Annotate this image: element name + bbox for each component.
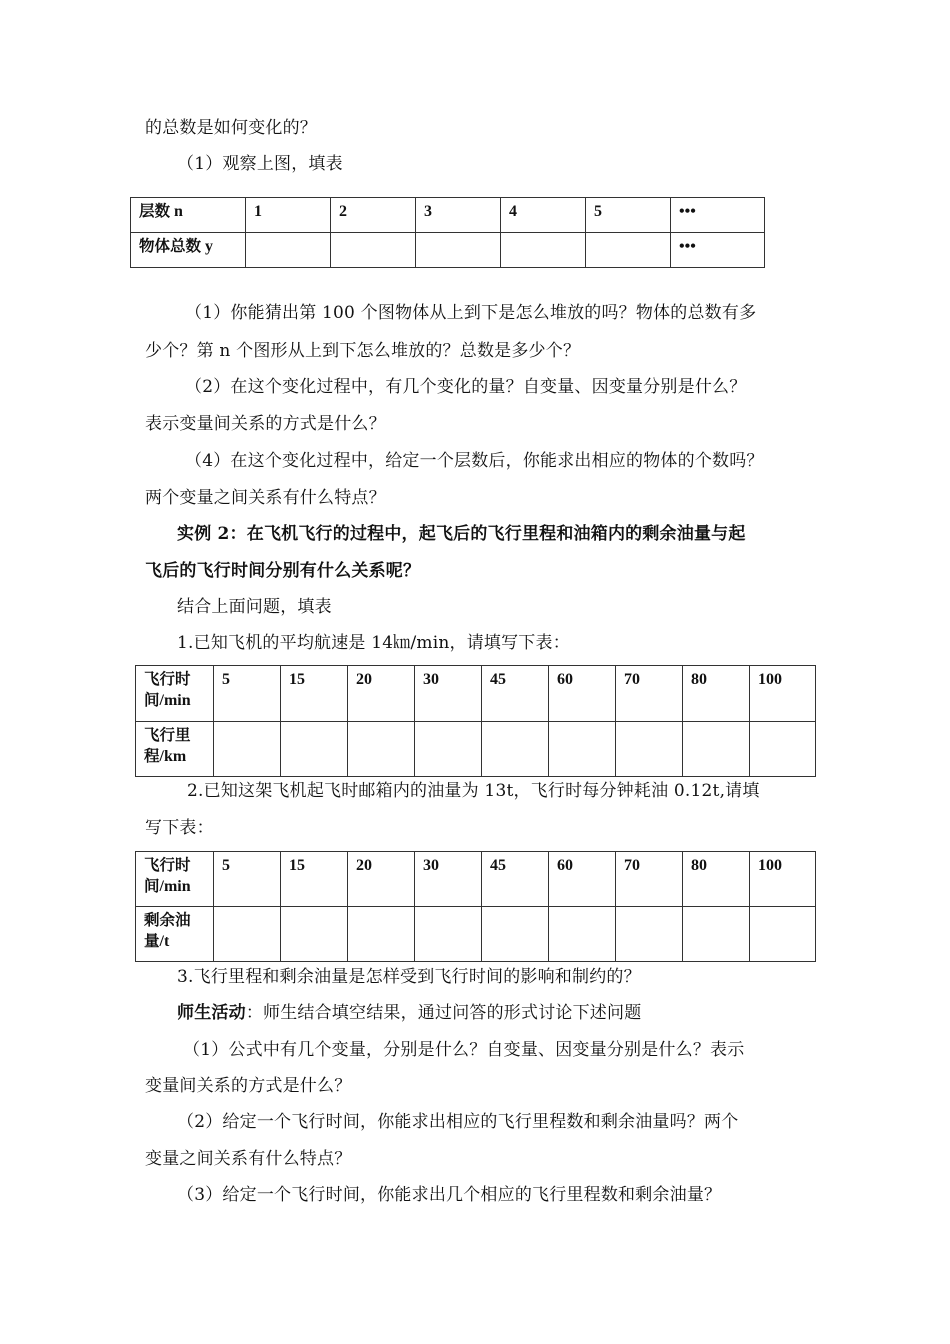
table-cell: 30 <box>415 852 482 907</box>
table-cell: 30 <box>415 666 482 722</box>
table-cell: 60 <box>549 852 616 907</box>
table-cell-input[interactable] <box>416 233 501 268</box>
activity-label: 师生活动 <box>177 1003 246 1023</box>
table-cell: ••• <box>671 233 765 268</box>
table-row <box>131 198 765 233</box>
table-cell: 70 <box>616 852 683 907</box>
question-1-line-1: （1）你能猜出第 100 个图物体从上到下是怎么堆放的吗？物体的总数有多 <box>185 303 757 323</box>
table-cell-input[interactable] <box>415 722 482 777</box>
table-cell-input[interactable] <box>348 907 415 962</box>
table-row <box>136 722 816 777</box>
fuel-table <box>135 851 816 962</box>
question-4-line-2: 两个变量之间关系有什么特点？ <box>145 488 386 508</box>
table-cell-input[interactable] <box>683 907 750 962</box>
table-cell: 100 <box>750 852 816 907</box>
discussion-3: （3）给定一个飞行时间，你能求出几个相应的飞行里程数和剩余油量？ <box>177 1185 722 1205</box>
table-cell: 60 <box>549 666 616 722</box>
table-cell-input[interactable] <box>683 722 750 777</box>
example-2-heading-line-2: 飞后的飞行时间分别有什么关系呢？ <box>145 561 421 581</box>
table-cell-input[interactable] <box>331 233 416 268</box>
table-cell: 45 <box>482 852 549 907</box>
table-cell-input[interactable] <box>750 722 816 777</box>
discussion-1-line-1: （1）公式中有几个变量，分别是什么？自变量、因变量分别是什么？表示 <box>183 1040 745 1060</box>
table-row <box>131 233 765 268</box>
table-cell: 20 <box>348 666 415 722</box>
paragraph-intro: 的总数是如何变化的？ <box>145 118 317 138</box>
question-2-line-2: 表示变量间关系的方式是什么？ <box>145 414 386 434</box>
question-3: 3.飞行里程和剩余油量是怎样受到飞行时间的影响和制约的？ <box>177 967 641 987</box>
table-cell-input[interactable] <box>281 907 348 962</box>
table-cell: 15 <box>281 666 348 722</box>
discussion-2-line-1: （2）给定一个飞行时间，你能求出相应的飞行里程数和剩余油量吗？两个 <box>177 1112 739 1132</box>
table-2-intro-line-1: 2.已知这架飞机起飞时邮箱内的油量为 13t，飞行时每分钟耗油 0.12t,请填 <box>187 781 760 801</box>
row-header-flight-distance: 飞行里 程/km <box>136 722 214 777</box>
table-cell: 5 <box>214 852 281 907</box>
table-cell: 1 <box>246 198 331 233</box>
row-header-total: 物体总数 y <box>131 233 246 268</box>
table-cell-input[interactable] <box>549 722 616 777</box>
table-cell-input[interactable] <box>281 722 348 777</box>
discussion-2-line-2: 变量之间关系有什么特点？ <box>145 1149 352 1169</box>
row-header-flight-time: 飞行时 间/min <box>136 852 214 907</box>
table-cell: 4 <box>501 198 586 233</box>
table-cell-input[interactable] <box>750 907 816 962</box>
table-cell-input[interactable] <box>482 722 549 777</box>
table-cell: 2 <box>331 198 416 233</box>
question-1-line-2: 少个？第 n 个图形从上到下怎么堆放的？总数是多少个？ <box>145 341 581 361</box>
instruction-fill-table: （1）观察上图，填表 <box>177 154 343 174</box>
example-2-heading-line-1: 实例 2：在飞机飞行的过程中，起飞后的飞行里程和油箱内的剩余油量与起 <box>177 524 746 544</box>
table-cell: 20 <box>348 852 415 907</box>
table-cell-input[interactable] <box>616 722 683 777</box>
question-4-line-1: （4）在这个变化过程中，给定一个层数后，你能求出相应的物体的个数吗？ <box>185 451 764 471</box>
row-header-remaining-fuel: 剩余油 量/t <box>136 907 214 962</box>
table-cell: 15 <box>281 852 348 907</box>
row-header-flight-time: 飞行时 间/min <box>136 666 214 722</box>
activity-text: ：师生结合填空结果，通过问答的形式讨论下述问题 <box>245 1003 642 1023</box>
distance-table <box>135 665 816 777</box>
table-cell: 5 <box>214 666 281 722</box>
table-cell: 3 <box>416 198 501 233</box>
table-cell-input[interactable] <box>501 233 586 268</box>
layers-table <box>130 197 765 268</box>
table-cell-input[interactable] <box>586 233 671 268</box>
instruction-combine: 结合上面问题，填表 <box>177 597 332 617</box>
table-row <box>136 852 816 907</box>
discussion-1-line-2: 变量间关系的方式是什么？ <box>145 1076 352 1096</box>
table-cell: 100 <box>750 666 816 722</box>
table-cell-input[interactable] <box>214 722 281 777</box>
table-cell-input[interactable] <box>482 907 549 962</box>
activity-paragraph <box>177 1002 641 1024</box>
table-cell-input[interactable] <box>549 907 616 962</box>
table-cell: ••• <box>671 198 765 233</box>
table-2-intro-line-2: 写下表： <box>145 818 214 838</box>
table-cell-input[interactable] <box>246 233 331 268</box>
question-2-line-1: （2）在这个变化过程中，有几个变化的量？自变量、因变量分别是什么？ <box>185 377 747 397</box>
table-cell: 5 <box>586 198 671 233</box>
table-cell: 70 <box>616 666 683 722</box>
table-cell: 80 <box>683 852 750 907</box>
table-cell-input[interactable] <box>415 907 482 962</box>
table-cell: 80 <box>683 666 750 722</box>
table-cell-input[interactable] <box>214 907 281 962</box>
table-1-intro: 1.已知飞机的平均航速是 14㎞/min，请填写下表： <box>177 633 570 653</box>
table-row <box>136 907 816 962</box>
table-cell: 45 <box>482 666 549 722</box>
table-cell-input[interactable] <box>348 722 415 777</box>
row-header-layers: 层数 n <box>131 198 246 233</box>
table-cell-input[interactable] <box>616 907 683 962</box>
table-row <box>136 666 816 722</box>
